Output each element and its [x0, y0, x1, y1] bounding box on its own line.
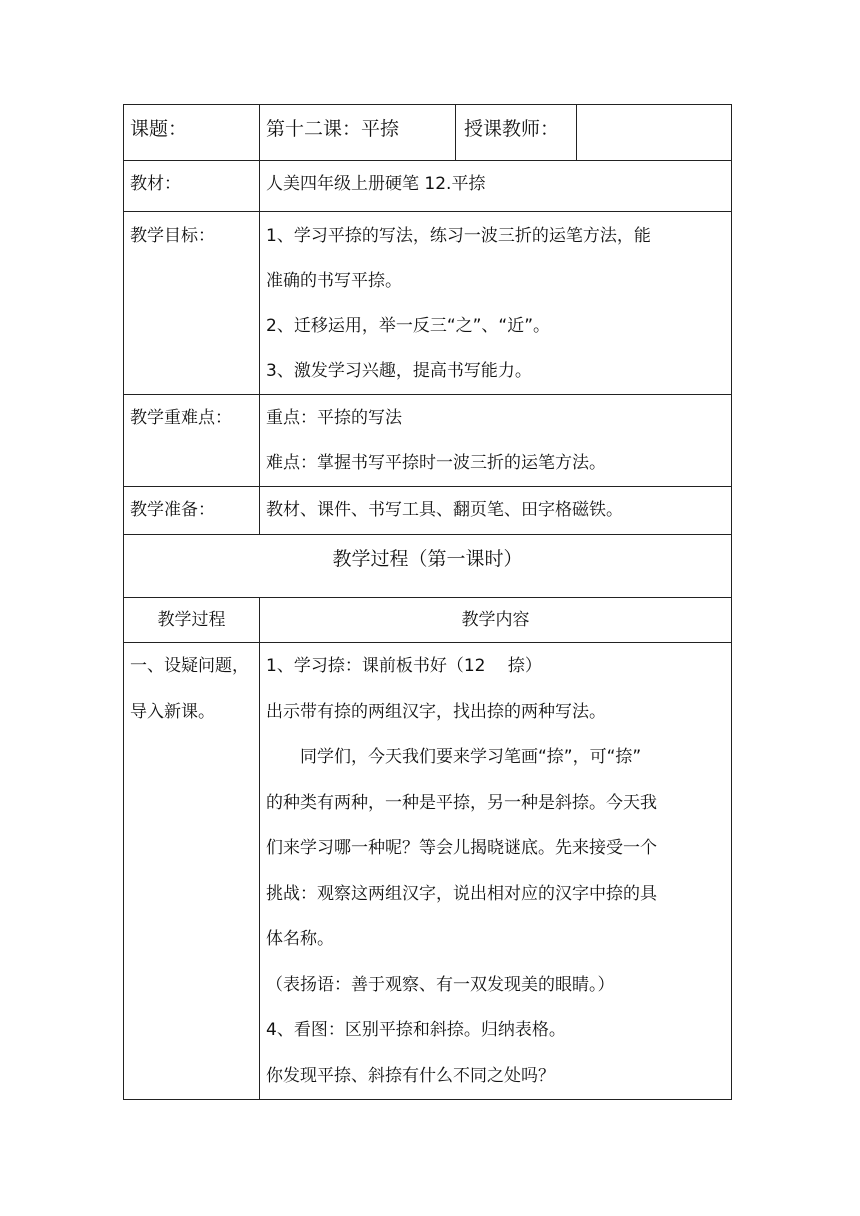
material-row: [124, 161, 732, 212]
step1-label-line: 一、设疑问题，: [130, 656, 249, 676]
content-line: 挑战：观察这两组汉字，说出相对应的汉字中捺的具: [266, 883, 657, 904]
content-line: 同学们，今天我们要来学习笔画“捺”，可“捺”: [300, 747, 642, 767]
preparation-label: 教学准备：: [130, 500, 215, 520]
content-line: 出示带有捺的两组汉字，找出捺的两种写法。: [266, 701, 606, 722]
goal-line: 准确的书写平捺。: [266, 271, 402, 291]
goal-line: 3、激发学习兴趣，提高书写能力。: [266, 361, 532, 381]
key-point-line: 难点：掌握书写平捺时一波三折的运笔方法。: [266, 453, 606, 473]
material-value: 人美四年级上册硬笔 12.平捺: [266, 174, 486, 194]
content-line: 体名称。: [266, 929, 334, 949]
content-line: 4、看图：区别平捺和斜捺。归纳表格。: [266, 1020, 566, 1040]
goals-label: 教学目标：: [130, 226, 215, 246]
topic-label-cell: [124, 105, 260, 161]
lesson-plan-table: [123, 104, 732, 1100]
key-points-row: [124, 395, 732, 487]
column-header-process: 教学过程: [157, 610, 226, 630]
key-point-line: 重点：平捺的写法: [266, 408, 402, 428]
step1-label-line: 导入新课。: [130, 701, 215, 722]
preparation-value: 教材、课件、书写工具、翻页笔、田字格磁铁。: [266, 500, 623, 520]
content-line: 的种类有两种，一种是平捺，另一种是斜捺。今天我: [266, 792, 657, 813]
goals-list: [266, 212, 725, 394]
material-label: 教材：: [130, 174, 181, 194]
topic-value-cell: [260, 105, 732, 161]
goal-line: 1、学习平捺的写法，练习一波三折的运笔方法，能: [266, 226, 651, 246]
goals-row: [124, 212, 732, 395]
topic-value: 第十二课：平捺: [260, 105, 456, 160]
step1-row: [124, 643, 732, 1100]
preparation-row: [124, 487, 732, 535]
content-line: 你发现平捺、斜捺有什么不同之处吗？: [266, 1065, 555, 1086]
column-header-row: [124, 598, 732, 643]
teacher-value: [577, 105, 731, 160]
process-title: 教学过程（第一课时）: [332, 548, 523, 570]
content-line: 们来学习哪一种呢？等会儿揭晓谜底。先来接受一个: [266, 838, 657, 858]
teacher-label: 授课教师：: [456, 105, 577, 160]
column-header-content: 教学内容: [461, 610, 530, 630]
step1-label: [130, 643, 253, 735]
process-title-row: [124, 535, 732, 598]
goal-line: 2、迁移运用，举一反三“之”、“近”。: [266, 316, 551, 336]
topic-row: [124, 105, 732, 161]
content-line: 1、学习捺：课前板书好（12 捺）: [266, 656, 542, 676]
step1-content: [266, 643, 725, 1099]
key-points-label: 教学重难点：: [130, 408, 232, 428]
key-points-list: [266, 395, 725, 486]
topic-label: 课题：: [130, 118, 188, 140]
content-line: （表扬语：善于观察、有一双发现美的眼睛。）: [266, 974, 615, 995]
